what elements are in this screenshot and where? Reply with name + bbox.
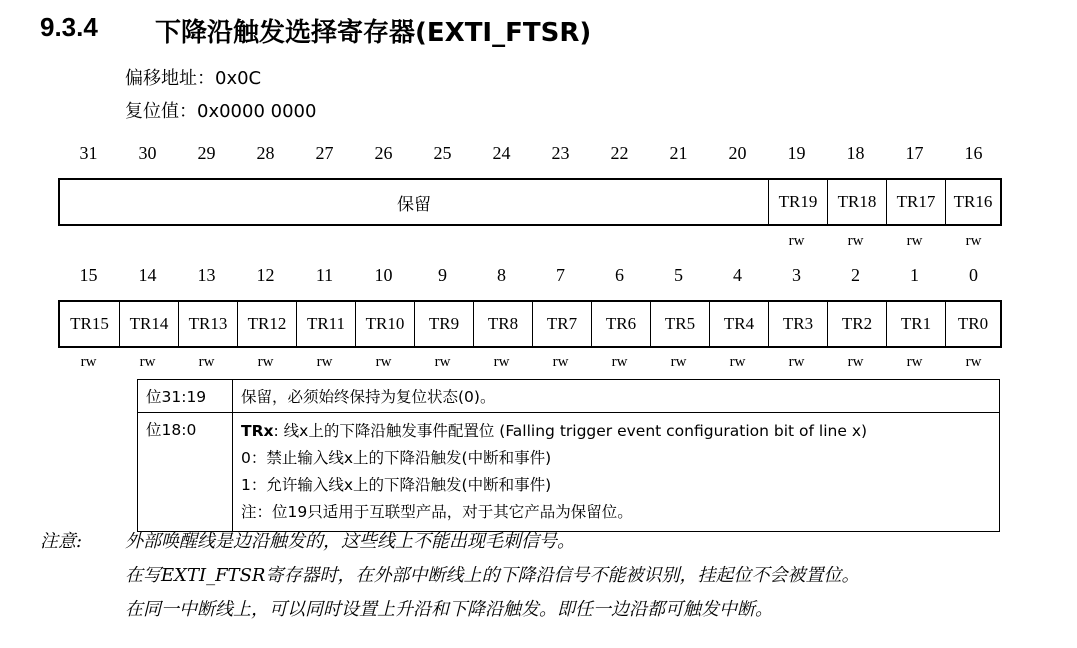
access-type: rw <box>375 354 392 370</box>
field-tr19: TR19 <box>768 180 827 224</box>
field-tr18: TR18 <box>827 180 886 224</box>
bit-description-cell <box>233 413 1000 532</box>
access-type: rw <box>434 354 451 370</box>
register-low-half <box>58 300 1002 348</box>
field-tr9: TR9 <box>414 302 473 346</box>
bit-range-cell: 位31:19 <box>138 380 233 413</box>
reserved-field: 保留 <box>397 194 431 215</box>
field-tr12: TR12 <box>237 302 296 346</box>
access-type: rw <box>139 354 156 370</box>
bit-number: 3 <box>792 265 801 285</box>
low-access-row <box>59 354 1003 371</box>
register-high-half <box>58 178 1002 226</box>
field-tr5: TR5 <box>650 302 709 346</box>
footnote-label: 注意: <box>40 531 83 552</box>
bit-number: 18 <box>846 143 865 163</box>
field-tr3: TR3 <box>768 302 827 346</box>
access-type: rw <box>198 354 215 370</box>
field-tr0: TR0 <box>945 302 1000 346</box>
bit-number: 19 <box>787 143 806 163</box>
bit-number: 8 <box>497 265 506 285</box>
bit-description-table <box>137 379 1000 532</box>
bit-number: 14 <box>138 265 157 285</box>
bit-number: 2 <box>851 265 860 285</box>
field-name: TRx <box>241 422 274 440</box>
access-type: rw <box>847 354 864 370</box>
table-row <box>138 380 1000 413</box>
option-1: 1：允许输入线x上的下降沿触发(中断和事件) <box>241 476 552 494</box>
bit-number: 7 <box>556 265 565 285</box>
table-row <box>138 413 1000 532</box>
bit-number: 1 <box>910 265 919 285</box>
field-note: 注：位19只适用于互联型产品，对于其它产品为保留位。 <box>241 503 633 521</box>
field-tr11: TR11 <box>296 302 355 346</box>
high-access-row <box>767 233 1003 250</box>
bit-number: 30 <box>138 143 157 163</box>
access-type: rw <box>906 233 923 249</box>
section-number: 9.3.4 <box>40 12 98 42</box>
access-type: rw <box>788 233 805 249</box>
bit-number: 9 <box>438 265 447 285</box>
low-bit-numbers <box>59 265 1003 286</box>
access-type: rw <box>493 354 510 370</box>
bit-description-cell: 保留，必须始终保持为复位状态(0)。 <box>233 380 1000 413</box>
field-tr1: TR1 <box>886 302 945 346</box>
field-tr17: TR17 <box>886 180 945 224</box>
bit-number: 27 <box>315 143 334 163</box>
field-tr16: TR16 <box>945 180 1000 224</box>
field-tr13: TR13 <box>178 302 237 346</box>
access-type: rw <box>80 354 97 370</box>
bit-number: 4 <box>733 265 742 285</box>
access-type: rw <box>316 354 333 370</box>
bit-number: 28 <box>256 143 275 163</box>
access-type: rw <box>906 354 923 370</box>
bit-number: 24 <box>492 143 511 163</box>
bit-number: 20 <box>728 143 747 163</box>
field-tr15: TR15 <box>70 314 109 333</box>
bit-number: 22 <box>610 143 629 163</box>
footnote-line: 外部唤醒线是边沿触发的，这些线上不能出现毛刺信号。 <box>125 531 575 552</box>
section-title: 下降沿触发选择寄存器(EXTI_FTSR) <box>155 18 592 48</box>
bit-number: 0 <box>969 265 978 285</box>
access-type: rw <box>788 354 805 370</box>
access-type: rw <box>729 354 746 370</box>
access-type: rw <box>670 354 687 370</box>
bit-number: 12 <box>256 265 275 285</box>
field-tr2: TR2 <box>827 302 886 346</box>
bit-number: 23 <box>551 143 570 163</box>
footnote-line: 在同一中断线上，可以同时设置上升沿和下降沿触发。即任一边沿都可触发中断。 <box>125 599 773 620</box>
option-0: 0：禁止输入线x上的下降沿触发(中断和事件) <box>241 449 552 467</box>
offset-address: 偏移地址：0x0C <box>125 68 262 89</box>
bit-number: 10 <box>374 265 393 285</box>
bit-number: 15 <box>79 265 98 285</box>
access-type: rw <box>257 354 274 370</box>
field-tr14: TR14 <box>119 302 178 346</box>
bit-number: 25 <box>433 143 452 163</box>
reset-value: 复位值：0x0000 0000 <box>125 101 317 122</box>
bit-number: 21 <box>669 143 688 163</box>
field-description-line <box>241 418 991 445</box>
field-tr4: TR4 <box>709 302 768 346</box>
bit-number: 31 <box>79 143 98 163</box>
bit-number: 16 <box>964 143 983 163</box>
field-tr10: TR10 <box>355 302 414 346</box>
bit-range-cell: 位18:0 <box>138 413 233 532</box>
bit-number: 13 <box>197 265 216 285</box>
bit-number: 5 <box>674 265 683 285</box>
access-type: rw <box>552 354 569 370</box>
bit-number: 26 <box>374 143 393 163</box>
bit-number: 6 <box>615 265 624 285</box>
field-tr6: TR6 <box>591 302 650 346</box>
access-type: rw <box>965 354 982 370</box>
access-type: rw <box>611 354 628 370</box>
footnote-line: 在写EXTI_FTSR寄存器时，在外部中断线上的下降沿信号不能被识别，挂起位不会被置位。 <box>125 565 860 586</box>
high-bit-numbers <box>59 143 1003 164</box>
field-tr8: TR8 <box>473 302 532 346</box>
field-description: : 线x上的下降沿触发事件配置位 (Falling trigger event configuration bit of line x) <box>273 422 868 440</box>
bit-number: 17 <box>905 143 924 163</box>
bit-number: 11 <box>315 265 334 285</box>
bit-number: 29 <box>197 143 216 163</box>
access-type: rw <box>847 233 864 249</box>
access-type: rw <box>965 233 982 249</box>
field-tr7: TR7 <box>532 302 591 346</box>
